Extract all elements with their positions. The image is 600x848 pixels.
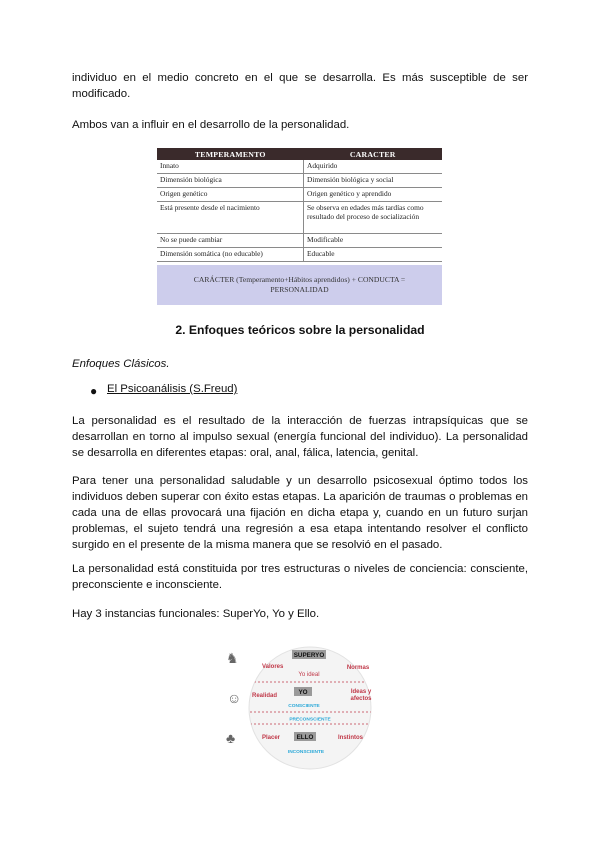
table-cell: Dimensión biológica [157,174,304,188]
label-yo-ideal: Yo ideal [298,672,320,678]
table-row [157,174,442,188]
header-caracter: CARACTER [304,148,443,160]
intro-line-1: individuo en el medio concreto en el que se desarrolla. Es más susceptible de ser [72,72,528,84]
section-heading: 2. Enfoques teóricos sobre la personalidad [175,323,425,337]
personality-formula [157,265,442,305]
label-normas: Normas [346,665,370,671]
table-row [157,234,442,248]
label-consciente: CONSCIENTE [288,704,320,709]
label-realidad: Realidad [252,693,278,699]
table-cell: Dimensión biológica y social [304,174,443,188]
freud-structure-diagram [222,646,382,770]
table-cell: Está presente desde el nacimiento [157,202,304,234]
table-cell: Dimensión somática (no educable) [157,248,304,262]
bullet-psicoanalisis: El Psicoanálisis (S.Freud) [107,383,238,395]
header-temperamento: TEMPERAMENTO [157,148,304,160]
yo-figure-icon: ☺ [227,690,242,706]
table-row [157,202,442,234]
ambos-text: Ambos van a influir en el desarrollo de la personalidad. [72,119,350,131]
label-superyo: SUPERYO [293,652,325,659]
table-cell: Innato [157,160,304,174]
label-placer: Placer [262,735,281,741]
label-ideas: Ideas y [350,689,372,695]
superyo-figure-icon: ♞ [226,650,239,666]
paragraph-4: Hay 3 instancias funcionales: SuperYo, Yo y Ello. [72,608,320,620]
label-inconsciente: INCONSCIENTE [287,750,325,755]
intro-line-2: modificado. [72,88,131,100]
table-row [157,160,442,174]
label-valores: Valores [262,664,284,670]
label-instintos: Instintos [338,735,363,741]
temperament-character-table [157,148,442,262]
table-cell: Adquirido [304,160,443,174]
label-yo: YO [298,689,308,696]
label-preconsciente: PRECONSCIENTE [289,717,331,723]
table-cell: Educable [304,248,443,262]
table-cell: Origen genético y aprendido [304,188,443,202]
subheading: Enfoques Clásicos. [72,358,170,370]
label-ello: ELLO [296,734,314,741]
table-cell: Origen genético [157,188,304,202]
label-afectos: afectos [350,696,372,702]
table-row [157,188,442,202]
table-cell: Se observa en edades más tardías como resultado del proceso de socialización [304,202,443,234]
ello-figure-icon: ♣ [226,730,236,746]
bullet-dot: ● [90,384,98,398]
table-cell: No se puede cambiar [157,234,304,248]
table-cell: Modificable [304,234,443,248]
paragraph-1: La personalidad es el resultado de la interacción de fuerzas intrapsíquicas que se desarrollan en torno al impulso sexual (energía funcional del individuo). La personalidad se desarrolla en diferentes etapas: oral, anal, fálica, latencia, genital. [72,415,528,459]
paragraph-2: Para tener una personalidad saludable y un desarrollo psicosexual óptimo todos los individuos deben superar con éxito estas etapas. La aparición de traumas o problemas en cada una de ellas provocará una fijación en dicha etapa y, cuando en un futuro surjan problemas, el sujeto tendrá una regresión a esa etapa intentando resolver el conflicto surgido en el presente de la misma manera que se resolvió en el pasado. [72,475,528,551]
table-row [157,248,442,262]
paragraph-3: La personalidad está constituida por tres estructuras o niveles de conciencia: consciente, preconsciente e inconsciente. [72,563,528,591]
formula-text: CARÁCTER (Temperamento+Hábitos aprendidos) + CONDUCTA = PERSONALIDAD [193,275,406,294]
